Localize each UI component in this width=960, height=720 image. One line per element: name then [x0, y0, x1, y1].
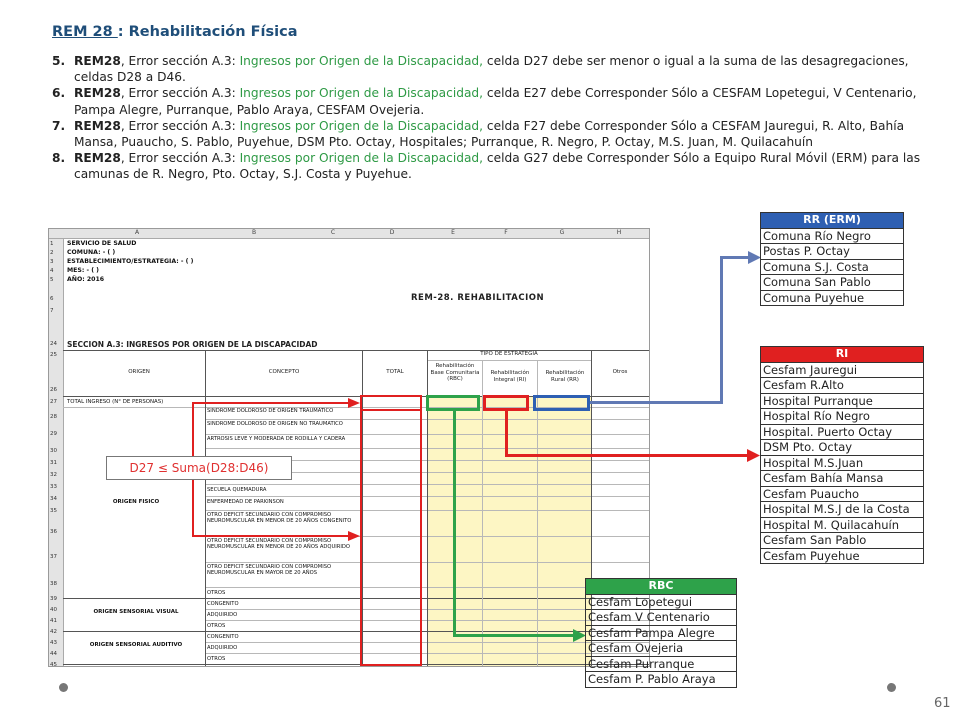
connector-rr — [720, 256, 750, 259]
row-number: 38 — [50, 581, 57, 587]
table-row: Comuna Río Negro — [761, 228, 904, 244]
cell-d27-highlight — [360, 395, 422, 411]
sheet-meta-line: MES: - ( ) — [67, 267, 100, 274]
sheet-meta-line: AÑO: 2016 — [67, 276, 105, 283]
section-title: SECCION A.3: INGRESOS POR ORIGEN DE LA DISCAPACIDAD — [67, 340, 318, 349]
rule-code: REM28 — [74, 54, 121, 68]
header-concepto: CONCEPTO — [268, 369, 300, 375]
table-row: Hospital M.S.J de la Costa — [761, 502, 924, 518]
table-row: Cesfam P. Pablo Araya — [586, 672, 737, 688]
column-letter: E — [451, 229, 455, 236]
table-row: Comuna S.J. Costa — [761, 259, 904, 275]
arrow-head-icon — [747, 449, 760, 462]
rr-table — [760, 212, 904, 306]
rule-section: Ingresos por Origen de la Discapacidad, — [239, 86, 484, 101]
rule-section: Ingresos por Origen de la Discapacidad, — [239, 54, 484, 68]
total-row-label: TOTAL INGRESO (N° DE PERSONAS) — [67, 399, 164, 405]
table-row: Cesfam Pampa Alegre — [586, 625, 737, 641]
row-number: 39 — [50, 596, 57, 602]
rule-number: 7. — [52, 118, 66, 133]
table-row: Hospital Purranque — [761, 393, 924, 409]
rule-number: 8. — [52, 151, 66, 166]
concept-cell: SINDROME DOLOROSO DE ORIGEN TRAUMATICO — [207, 408, 334, 414]
table-row: Cesfam Puyehue — [761, 548, 924, 564]
row-number: 45 — [50, 662, 57, 667]
row-number: 33 — [50, 484, 57, 490]
sheet-meta-line: ESTABLECIMIENTO/ESTRATEGIA: - ( ) — [67, 258, 194, 265]
concept-cell: CONGENITO — [207, 634, 239, 640]
rule-pre: , Error sección A.3: — [120, 86, 240, 101]
cell-f27-highlight — [483, 395, 529, 411]
row-number: 2 — [50, 250, 54, 256]
concept-cell: SECUELA QUEMADURA — [207, 487, 267, 493]
column-letter: A — [134, 229, 140, 236]
rule-pre: , Error sección A.3: — [120, 54, 240, 68]
rule-item — [52, 53, 932, 85]
rule-pre: , Error sección A.3: — [120, 151, 240, 166]
column-letter: F — [504, 229, 508, 236]
row-number: 32 — [50, 472, 57, 478]
table-row: Hospital Río Negro — [761, 409, 924, 425]
rr-header: RR (ERM) — [761, 213, 904, 229]
table-row: Cesfam Bahía Mansa — [761, 471, 924, 487]
row-number: 42 — [50, 629, 57, 635]
table-row: Hospital M. Quilacahuín — [761, 517, 924, 533]
concept-cell: ADQUIRIDO — [207, 612, 238, 618]
header-tipo-estrategia: TIPO DE ESTRATEGIA — [480, 351, 538, 357]
origin-label: ORIGEN SENSORIAL AUDITIVO — [89, 642, 183, 648]
table-row: DSM Pto. Octay — [761, 440, 924, 456]
concept-cell: OTRO DEFICIT SECUNDARIO CON COMPROMISO NEUROMUSCULAR EN MAYOR DE 20 AÑOS — [207, 564, 332, 576]
row-number: 4 — [50, 268, 54, 274]
row-number: 30 — [50, 448, 57, 454]
table-row: Hospital. Puerto Octay — [761, 424, 924, 440]
origin-label: ORIGEN FISICO — [112, 499, 160, 505]
cell-g27-highlight — [533, 395, 590, 411]
title-rest: : Rehabilitación Física — [117, 24, 298, 40]
column-letter: D — [389, 229, 395, 236]
header-total: TOTAL — [386, 369, 404, 375]
row-number: 7 — [50, 308, 54, 314]
header-rr: Rehabilitación Rural (RR) — [545, 370, 585, 383]
decorative-dot — [59, 683, 68, 692]
row-number: 27 — [50, 399, 57, 405]
row-number: 29 — [50, 431, 57, 437]
header-otros: Otros — [612, 369, 628, 375]
table-row: Comuna San Pablo — [761, 275, 904, 291]
row-number: 5 — [50, 277, 54, 283]
connector-rr — [720, 256, 723, 404]
rule-section: Ingresos por Origen de la Discapacidad, — [239, 151, 484, 166]
table-row: Cesfam Jauregui — [761, 362, 924, 378]
row-number: 40 — [50, 607, 57, 613]
row-number: 31 — [50, 460, 57, 466]
header-ri: Rehabilitación Integral (RI) — [490, 370, 530, 383]
concept-cell: ARTROSIS LEVE Y MODERADA DE RODILLA Y CADERA — [207, 436, 346, 442]
rule-text: celda E27 debe Corresponder Sólo a CESFAM Lopetegui, V Centenario, Pampa Alegre, Purranque, Pablo Araya, CESFAM Ovejeria. — [74, 86, 917, 117]
table-row: Cesfam V Centenario — [586, 610, 737, 626]
rule-code: REM28 — [74, 86, 121, 101]
arrow-line — [192, 535, 352, 537]
row-number: 44 — [50, 651, 57, 657]
row-number: 1 — [50, 241, 54, 247]
row-number: 6 — [50, 296, 54, 302]
rule-item — [52, 150, 932, 182]
ri-table — [760, 346, 924, 564]
arrow-line — [192, 402, 352, 404]
connector-ri — [505, 454, 749, 457]
row-number: 41 — [50, 618, 57, 624]
table-row: Cesfam Puaucho — [761, 486, 924, 502]
concept-cell: OTROS — [207, 623, 226, 629]
concept-cell: ADQUIRIDO — [207, 645, 238, 651]
row-number: 28 — [50, 414, 57, 420]
concept-cell: OTRO DEFICIT SECUNDARIO CON COMPROMISO NEUROMUSCULAR EN MENOR DE 20 AÑOS CONGENITO — [207, 512, 352, 524]
rule-pre: , Error sección A.3: — [120, 118, 240, 133]
row-number: 3 — [50, 259, 54, 265]
rule-section: Ingresos por Origen de la Discapacidad, — [239, 118, 484, 133]
row-number: 36 — [50, 529, 57, 535]
decorative-dot — [887, 683, 896, 692]
connector-rbc — [453, 634, 575, 637]
rule-code: REM28 — [74, 118, 121, 133]
column-letter: C — [330, 229, 336, 236]
total-column-highlight — [360, 395, 422, 666]
row-number: 34 — [50, 496, 57, 502]
page-number: 61 — [934, 696, 951, 711]
concept-cell: CONGENITO — [207, 601, 239, 607]
row-number: 25 — [50, 352, 57, 358]
table-row: Postas P. Octay — [761, 244, 904, 260]
rule-text: celda F27 debe Corresponder Sólo a CESFAM Jauregui, R. Alto, Bahía Mansa, Puaucho, S. Pablo, Puyehue, DSM Pto. Octay, Hospitales; Purranque, R. Negro, P. Octay, M.S. Juan, M. Quilacahuín — [74, 118, 905, 150]
table-row: Hospital M.S.Juan — [761, 455, 924, 471]
strategy-cells-fill — [427, 396, 591, 666]
ri-header: RI — [761, 347, 924, 363]
table-row: Cesfam Ovejeria — [586, 641, 737, 657]
column-letter: B — [251, 229, 257, 236]
sheet-meta-line: COMUNA: - ( ) — [67, 249, 116, 256]
row-number: 43 — [50, 640, 57, 646]
header-origen: ORIGEN — [128, 369, 150, 375]
concept-cell: SINDROME DOLOROSO DE ORIGEN NO TRAUMATICO — [207, 421, 343, 427]
rule-item — [52, 85, 932, 117]
origin-label: ORIGEN SENSORIAL VISUAL — [93, 609, 179, 615]
table-row: Cesfam San Pablo — [761, 533, 924, 549]
rule-number: 5. — [52, 54, 66, 68]
rule-number: 6. — [52, 86, 66, 101]
concept-cell: ENFERMEDAD DE PARKINSON — [207, 499, 284, 505]
spreadsheet-excerpt — [48, 228, 650, 667]
formula-label: D27 ≤ Suma(D28:D46) — [106, 456, 292, 480]
concept-cell: OTROS — [207, 656, 226, 662]
sheet-meta-line: SERVICIO DE SALUD — [67, 240, 137, 247]
row-number: 37 — [50, 554, 57, 560]
table-row: Cesfam Purranque — [586, 656, 737, 672]
row-header-bar — [49, 239, 64, 666]
rbc-table — [585, 578, 737, 688]
column-header-bar — [49, 229, 649, 239]
column-letter: H — [616, 229, 622, 236]
table-row: Cesfam Lopetegui — [586, 594, 737, 610]
connector-ri — [505, 410, 508, 457]
connector-rr — [590, 401, 723, 404]
rule-item — [52, 118, 932, 150]
arrow-head-icon — [348, 530, 360, 542]
rule-code: REM28 — [74, 151, 121, 166]
rules-list — [52, 53, 932, 183]
table-row: Cesfam R.Alto — [761, 378, 924, 394]
table-row: Comuna Puyehue — [761, 290, 904, 306]
header-rbc: Rehabilitación Base Comunitaria (RBC) — [430, 363, 480, 382]
row-number: 35 — [50, 508, 57, 514]
connector-rbc — [453, 410, 456, 636]
arrow-head-icon — [348, 397, 360, 409]
row-number: 24 — [50, 341, 57, 347]
page-title — [52, 24, 298, 40]
report-title: REM-28. REHABILITACION — [411, 293, 545, 303]
rbc-header: RBC — [586, 579, 737, 595]
title-link[interactable]: REM 28 — [52, 24, 118, 40]
concept-cell: OTRO DEFICIT SECUNDARIO CON COMPROMISO NEUROMUSCULAR EN MENOR DE 20 AÑOS ADQUIRIDO — [207, 538, 351, 550]
rule-text: celda G27 debe Corresponder Sólo a Equipo Rural Móvil (ERM) para las camunas de R. Negro, Pto. Octay, S.J. Costa y Puyehue. — [74, 151, 921, 182]
rule-text: celda D27 debe ser menor o igual a la suma de las desagregaciones, celdas D28 a D46. — [74, 54, 909, 85]
row-number: 26 — [50, 387, 57, 393]
concept-cell: OTROS — [207, 590, 226, 596]
cell-e27-highlight — [426, 395, 480, 411]
column-letter: G — [559, 229, 565, 236]
